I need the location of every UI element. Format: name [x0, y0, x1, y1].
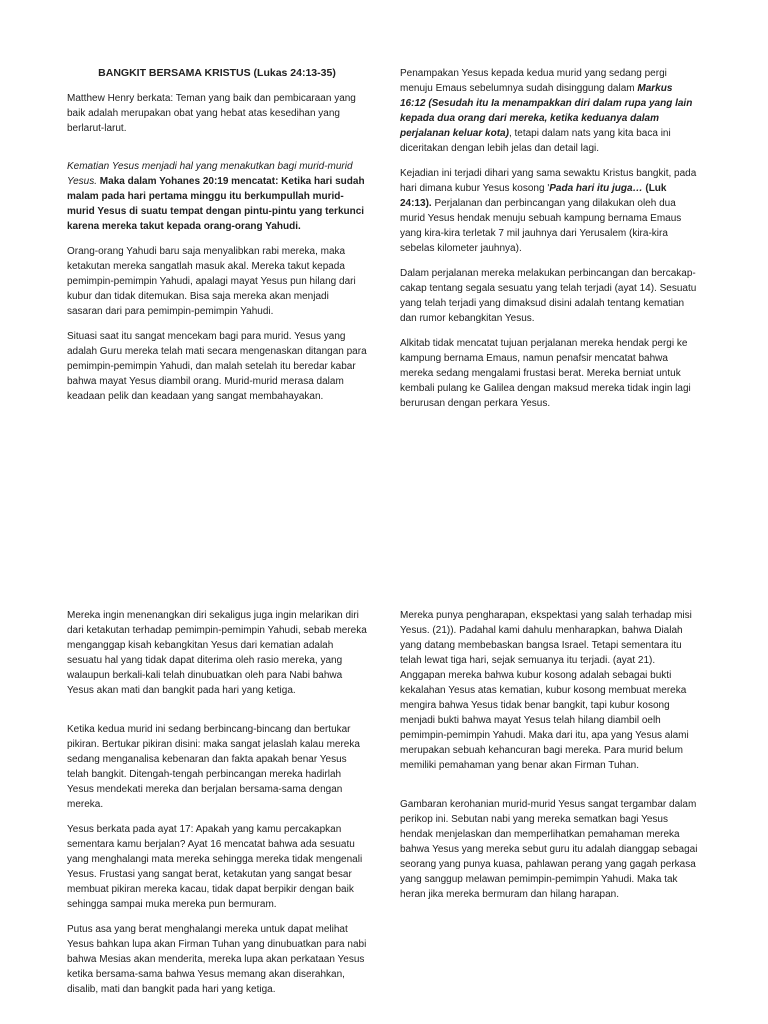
page1-right-paragraph-2-text-a: Kejadian ini terjadi dihari yang sama sewaktu Kristus bangkit, pada hari dimana kubur Yesus kosong ' [400, 168, 697, 194]
page1-left-paragraph-3: Orang-orang Yahudi baru saja menyalibkan rabi mereka, maka ketakutan mereka sangatlah masuk akal. Mereka takut kepada pemimpin-pemimpin Yahudi, apalagi mayat Yesus pun hilang dari kubur dan tidak ditemukan. Bisa saja mereka akan menjadi sasaran dari para pemimpin-pemimpin Yahudi. [67, 246, 356, 317]
page2-left-paragraph-2: Ketika kedua murid ini sedang berbincang-bincang dan bertukar pikiran. Bertukar pikiran disini: maka sangat jelaslah kalau mereka sedang menganalisa kebenaran dan fakta apakah benar Yesus telah bangkit. Ditengah-tengah perbincangan mereka hadirlah Yesus mendekati mereka dan berjalan bersama-sama dengan mereka. [67, 724, 360, 810]
page1-right-paragraph-2-text-b: Perjalanan dan perbincangan yang dilakukan oleh dua murid Yesus hendak menuju sebuah kampung bernama Emaus yang kira-kira terletak 7 mil jauhnya dari Yerusalem (kira-kira sebelas kilometer jauhnya). [400, 198, 682, 254]
page1-left-paragraph-2-italic: Kematian Yesus menjadi hal yang menakutkan bagi murid-murid Yesus. [67, 161, 353, 187]
scripture-reference-lukas: (Luk 24:13). [400, 183, 667, 209]
page1-right-paragraph-3: Dalam perjalanan mereka melakukan perbincangan dan bercakap-cakap tentang segala sesuatu yang telah terjadi (ayat 14). Sesuatu yang telah terjadi yang dimaksud disini adalah tentang kematian dan rumor kebangkitan Yesus. [400, 268, 697, 324]
page1-left-paragraph-2 [67, 159, 367, 234]
page1-left-paragraph-4: Situasi saat itu sangat mencekam bagi para murid. Yesus yang adalah Guru mereka telah mati secara mengenaskan ditangan para pemimpin-pemimpin Yahudi, dan malah setelah itu beredar kabar bahwa mayat Yesus diambil orang. Murid-murid merasa dalam keadaan pelik dan keadaan yang sangat membahayakan. [67, 331, 367, 402]
page2-left-paragraph-1: Mereka ingin menenangkan diri sekaligus juga ingin melarikan diri dari ketakutan terhadap pemimpin-pemimpin Yahudi, sebab mereka menganggap kisah kebangkitan Yesus dari kematian adalah sesuatu hal yang tidak dapat diterima oleh rasio mereka, yang walaupun berkali-kali telah dinubuatkan oleh para Nabi bahwa Yesus akan mati dan bangkit pada hari yang ketiga. [67, 610, 367, 696]
page1-right-paragraph-1-text-b: , tetapi dalam nats yang kita baca ini diceritakan dengan lebih jelas dan detail lagi. [400, 128, 671, 154]
page1-right-column [400, 66, 700, 411]
page1-right-paragraph-2 [400, 166, 700, 256]
page2-left-paragraph-3: Yesus berkata pada ayat 17: Apakah yang kamu percakapkan sementara kamu berjalan? Ayat 16 mencatat bahwa ada sesuatu yang menghalangi mata mereka sehingga mereka tidak mengenali Yesus. Frustasi yang sangat berat, ketakutan yang sangat besar membuat pikiran mereka kacau, tidak dapat berpikir dengan baik sehingga sampai muka mereka pun bermuram. [67, 824, 363, 910]
scripture-quote: Pada hari itu juga… [549, 183, 643, 194]
page1-right-paragraph-1 [400, 66, 700, 156]
scripture-reference-markus: Markus 16:12 (Sesudah itu Ia menampakkan diri dalam rupa yang lain kepada dua orang dari mereka, ketika keduanya dalam perjalanan keluar kota) [400, 83, 693, 139]
page2-left-column [67, 608, 367, 997]
page1-right-paragraph-1-text-a: Penampakan Yesus kepada kedua murid yang sedang pergi menuju Emaus sebelumnya sudah disinggung dalam [400, 68, 667, 94]
page1-right-paragraph-4: Alkitab tidak mencatat tujuan perjalanan mereka hendak pergi ke kampung bernama Emaus, namun penafsir mencatat bahwa mereka sedang mengalami frustasi berat. Mereka berniat untuk kembali pulang ke Galilea dengan maksud mereka tidak ingin lagi berurusan dengan perkara Yesus. [400, 338, 691, 409]
page1-left-paragraph-1: Matthew Henry berkata: Teman yang baik dan pembicaraan yang baik adalah merupakan obat yang hebat atas kesedihan yang berlarut-larut. [67, 93, 356, 134]
page-title: BANGKIT BERSAMA KRISTUS (Lukas 24:13-35) [98, 67, 336, 79]
page1-left-paragraph-2-bold: Maka dalam Yohanes 20:19 mencatat: Ketika hari sudah malam pada hari pertama minggu itu berkumpullah murid-murid Yesus di suatu tempat dengan pintu-pintu yang terkunci karena mereka takut kepada orang-orang Yahudi. [67, 176, 365, 232]
page2-right-paragraph-2: Gambaran kerohanian murid-murid Yesus sangat tergambar dalam perikop ini. Sebutan nabi yang mereka sematkan bagi Yesus hendak menjelaskan dan memperlihatkan pemahaman mereka bahwa Yesus yang mereka sebut guru itu adalah dianggap sebagai seorang yang punya kuasa, pahlawan perang yang gagah perkasa yang sanggup melawan pemimpin-pemimpin Yahudi. Maka tak heran jika mereka bermuram dan hilang harapan. [400, 799, 698, 900]
page2-left-paragraph-4: Putus asa yang berat menghalangi mereka untuk dapat melihat Yesus bahkan lupa akan Firman Tuhan yang dinubuatkan para nabi bahwa Mesias akan menderita, mereka lupa akan perkataan Yesus ketika bersama-sama bahwa Yesus memang akan diserahkan, disalib, mati dan bangkit pada hari yang ketiga. [67, 924, 367, 995]
page2-right-paragraph-1: Mereka punya pengharapan, ekspektasi yang salah terhadap misi Yesus. (21)). Padahal kami dahulu menharapkan, bahwa Dialah yang datang membebaskan bangsa Israel. Tetapi sementara itu telah lewat tiga hari, sejak semuanya itu terjadi. (ayat 21). Anggapan mereka bahwa kubur kosong adalah sebagai bukti kekalahan Yesus atas kematian, kubur kosong membuat mereka mengira bahwa Yesus tidak benar bangkit, tapi kubur kosong menjadi bukti bahwa mayat Yesus telah hilang diambil oelh pemimpin-pemimpin Yahudi. Maka dari itu, apa yang Yesus alami merupakan sebuah kehancuran bagi mereka. Para murid belum memiliki pemahaman yang benar akan Firman Tuhan. [400, 610, 692, 771]
page1-left-column [67, 66, 367, 404]
page2-right-column [400, 608, 700, 902]
